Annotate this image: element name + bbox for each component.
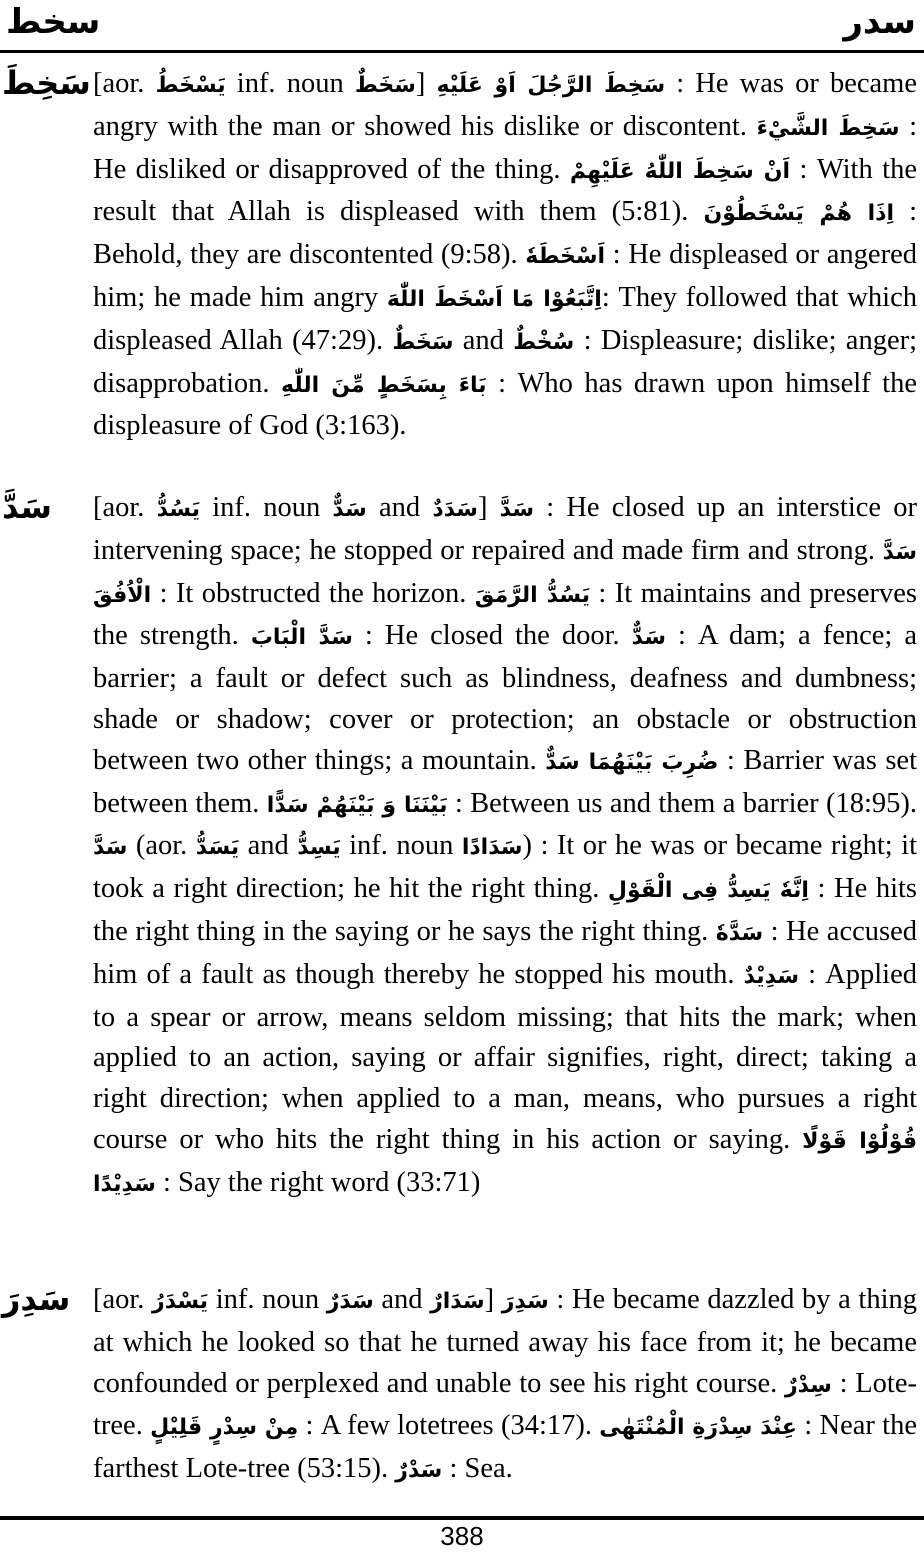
definition-text: inf. noun xyxy=(340,830,462,862)
arabic-phrase: سَدَارٌ xyxy=(430,1289,485,1314)
arabic-phrase: سَدَرٌ xyxy=(326,1289,374,1314)
arabic-phrase: سَدَادًا xyxy=(461,835,523,861)
arabic-phrase: سِدْرٌ xyxy=(784,1372,832,1398)
arabic-phrase: قُوْلُوْا قَوْلًا سَدِيْدًا xyxy=(93,1128,917,1197)
definition-text: (aor. xyxy=(127,830,196,862)
footer-rule xyxy=(0,1516,924,1520)
definition-text: : It maintains and preserves the strength. xyxy=(93,577,918,652)
arabic-phrase: اَنْ سَخِطَ اللّٰهُ عَلَيْهِمْ xyxy=(569,158,791,184)
definition-text: : Barrier was set between them. xyxy=(93,744,917,819)
definition-text: : Say the right word (33:71) xyxy=(155,1166,481,1198)
definition-text: [aor. xyxy=(93,1284,153,1315)
arabic-phrase: يَسْخَطُ xyxy=(155,73,226,98)
definition-text: : He closed the door. xyxy=(352,620,632,652)
arabic-phrase: سَخَطٌ xyxy=(392,329,454,355)
page-header xyxy=(0,0,924,52)
definition-text: inf. noun xyxy=(208,1284,327,1315)
arabic-phrase: اَسْخَطَهٗ xyxy=(525,244,606,270)
definition-text: inf. noun xyxy=(225,68,355,99)
definition-text: : Between us and them a barrier (18:95). xyxy=(447,787,918,819)
definition-text: : Sea. xyxy=(442,1453,513,1485)
definition-text: : They followed that which displeased Allah (47:29). xyxy=(93,281,917,356)
definition-text: : He hits the right thing in the saying or he says the right thing. xyxy=(93,873,917,947)
entry-definition xyxy=(93,1280,917,1492)
definition-text: ] xyxy=(477,492,500,523)
definition-text: and xyxy=(366,492,433,523)
definition-text: [aor. xyxy=(93,68,156,99)
arabic-phrase: سَدٌّ xyxy=(332,497,367,522)
arabic-phrase: سَدَّ xyxy=(93,835,128,861)
arabic-phrase: سَخِطَ الرَّجُلَ اَوْ عَلَيْهِ xyxy=(436,73,666,98)
arabic-phrase: اِنَّهٗ يَسِدُّ فِى الْقَوْلِ xyxy=(607,878,809,904)
entry-headword: سَدَّ xyxy=(2,488,52,526)
definition-text: : He accused him of a fault as though thereby he stopped his mouth. xyxy=(93,915,917,990)
arabic-phrase: سَدَّهٗ xyxy=(715,920,764,946)
definition-text: ] xyxy=(484,1284,502,1315)
arabic-phrase: يَسِدُّ xyxy=(297,835,341,861)
definition-text: ) : It or he was or became right; it took a right direction; he hit the right thing. xyxy=(93,830,917,905)
arabic-phrase: مِنْ سِدْرٍ قَلِيْلٍ xyxy=(150,1415,299,1441)
header-first-word: سخط xyxy=(6,2,101,42)
entry-definition xyxy=(93,488,917,1206)
arabic-phrase: يَسَدُّ xyxy=(195,835,240,861)
arabic-phrase: سَدِرَ xyxy=(501,1289,549,1314)
definition-text: : Behold, they are discontented (9:58). xyxy=(93,196,917,271)
definition-text: : He closed up an interstice or intervening space; he stopped or repaired and made firm and strong. xyxy=(93,492,917,566)
arabic-phrase: سُخْطٌ xyxy=(513,329,575,355)
arabic-phrase: يَسُدُّ الرَّمَقَ xyxy=(474,582,590,608)
arabic-phrase: سَخِطَ الشَّيْءَ xyxy=(756,115,900,141)
definition-text: [aor. xyxy=(93,492,157,523)
entry-headword: سَدِرَ xyxy=(2,1280,71,1318)
arabic-phrase: اِتَّبَعُوْا مَا اَسْخَطَ اللّٰهَ xyxy=(386,286,602,312)
entry-headword: سَخِطَ xyxy=(2,64,91,102)
header-last-word: سدر xyxy=(843,2,916,42)
definition-text: : It obstructed the horizon. xyxy=(151,577,475,609)
definition-text: ] xyxy=(415,68,437,99)
arabic-phrase: سَدَّ الْبَابَ xyxy=(250,625,353,651)
definition-text: : He displeased or angered him; he made him angry xyxy=(93,239,917,313)
definition-text: and xyxy=(373,1284,431,1315)
arabic-phrase: سَدْرٌ xyxy=(395,1458,443,1484)
arabic-phrase: عِنْدَ سِدْرَةِ الْمُنْتَهٰى xyxy=(599,1415,797,1441)
definition-text: : With the result that Allah is displeased with them (5:81). xyxy=(93,153,917,228)
arabic-phrase: سَدَّ الْاُفُقَ xyxy=(93,539,917,608)
definition-text: : Who has drawn upon himself the displeasure of God (3:163). xyxy=(93,367,917,442)
definition-text: : Applied to a spear or arrow, means seldom missing; that hits the mark; when applied to an action, saying or affair signifies, right, direct; taking a right direction; when applied to a man, means, who pursues a right course or who hits the right thing in his action or saying. xyxy=(93,958,917,1155)
definition-text: : Displeasure; dislike; anger; disapprobation. xyxy=(93,324,918,399)
definition-text: : He disliked or disapproved of the thing. xyxy=(93,110,917,185)
definition-text: : A few lotetrees (34:17). xyxy=(298,1410,600,1442)
arabic-phrase: سَدَدٌ xyxy=(432,497,478,522)
definition-text: inf. noun xyxy=(200,492,333,523)
header-rule xyxy=(0,50,924,53)
arabic-phrase: سَخَطٌ xyxy=(354,73,416,98)
definition-text: : Lote-tree. xyxy=(93,1367,917,1442)
definition-text: and xyxy=(453,324,514,356)
arabic-phrase: سَدٌّ xyxy=(631,625,666,651)
definition-text: : He became dazzled by a thing at which he looked so that he turned away his face from it; he became confounded or perplexed and unable to see his right course. xyxy=(93,1284,917,1399)
arabic-phrase: بَيْنَنَا وَ بَيْنَهُمْ سَدًّا xyxy=(266,792,448,818)
definition-text: : He was or became angry with the man or showed his dislike or discontent. xyxy=(93,68,917,142)
arabic-phrase: بَاءَ بِسَخَطٍ مِّنَ اللّٰهِ xyxy=(281,372,487,398)
arabic-phrase: ضُرِبَ بَيْنَهُمَا سَدٌّ xyxy=(545,749,719,775)
arabic-phrase: يَسْدَرُ xyxy=(152,1289,209,1314)
definition-text: : Near the farthest Lote-tree (53:15). xyxy=(93,1410,917,1485)
definition-text: : A dam; a fence; a barrier; a fault or defect such as blindness, deafness and dumbness; shade or shadow; cover or protection; an obstacle or obstruction between two other things; a mountain. xyxy=(93,620,918,776)
arabic-phrase: سَدِيْدٌ xyxy=(743,963,799,989)
arabic-phrase: اِذَا هُمْ يَسْخَطُوْنَ xyxy=(703,201,895,227)
page-number: 388 xyxy=(440,1521,484,1551)
arabic-phrase: سَدَّ xyxy=(499,497,534,522)
entry-definition xyxy=(93,64,917,447)
arabic-phrase: يَسُدُّ xyxy=(156,497,200,522)
definition-text: and xyxy=(239,830,298,862)
